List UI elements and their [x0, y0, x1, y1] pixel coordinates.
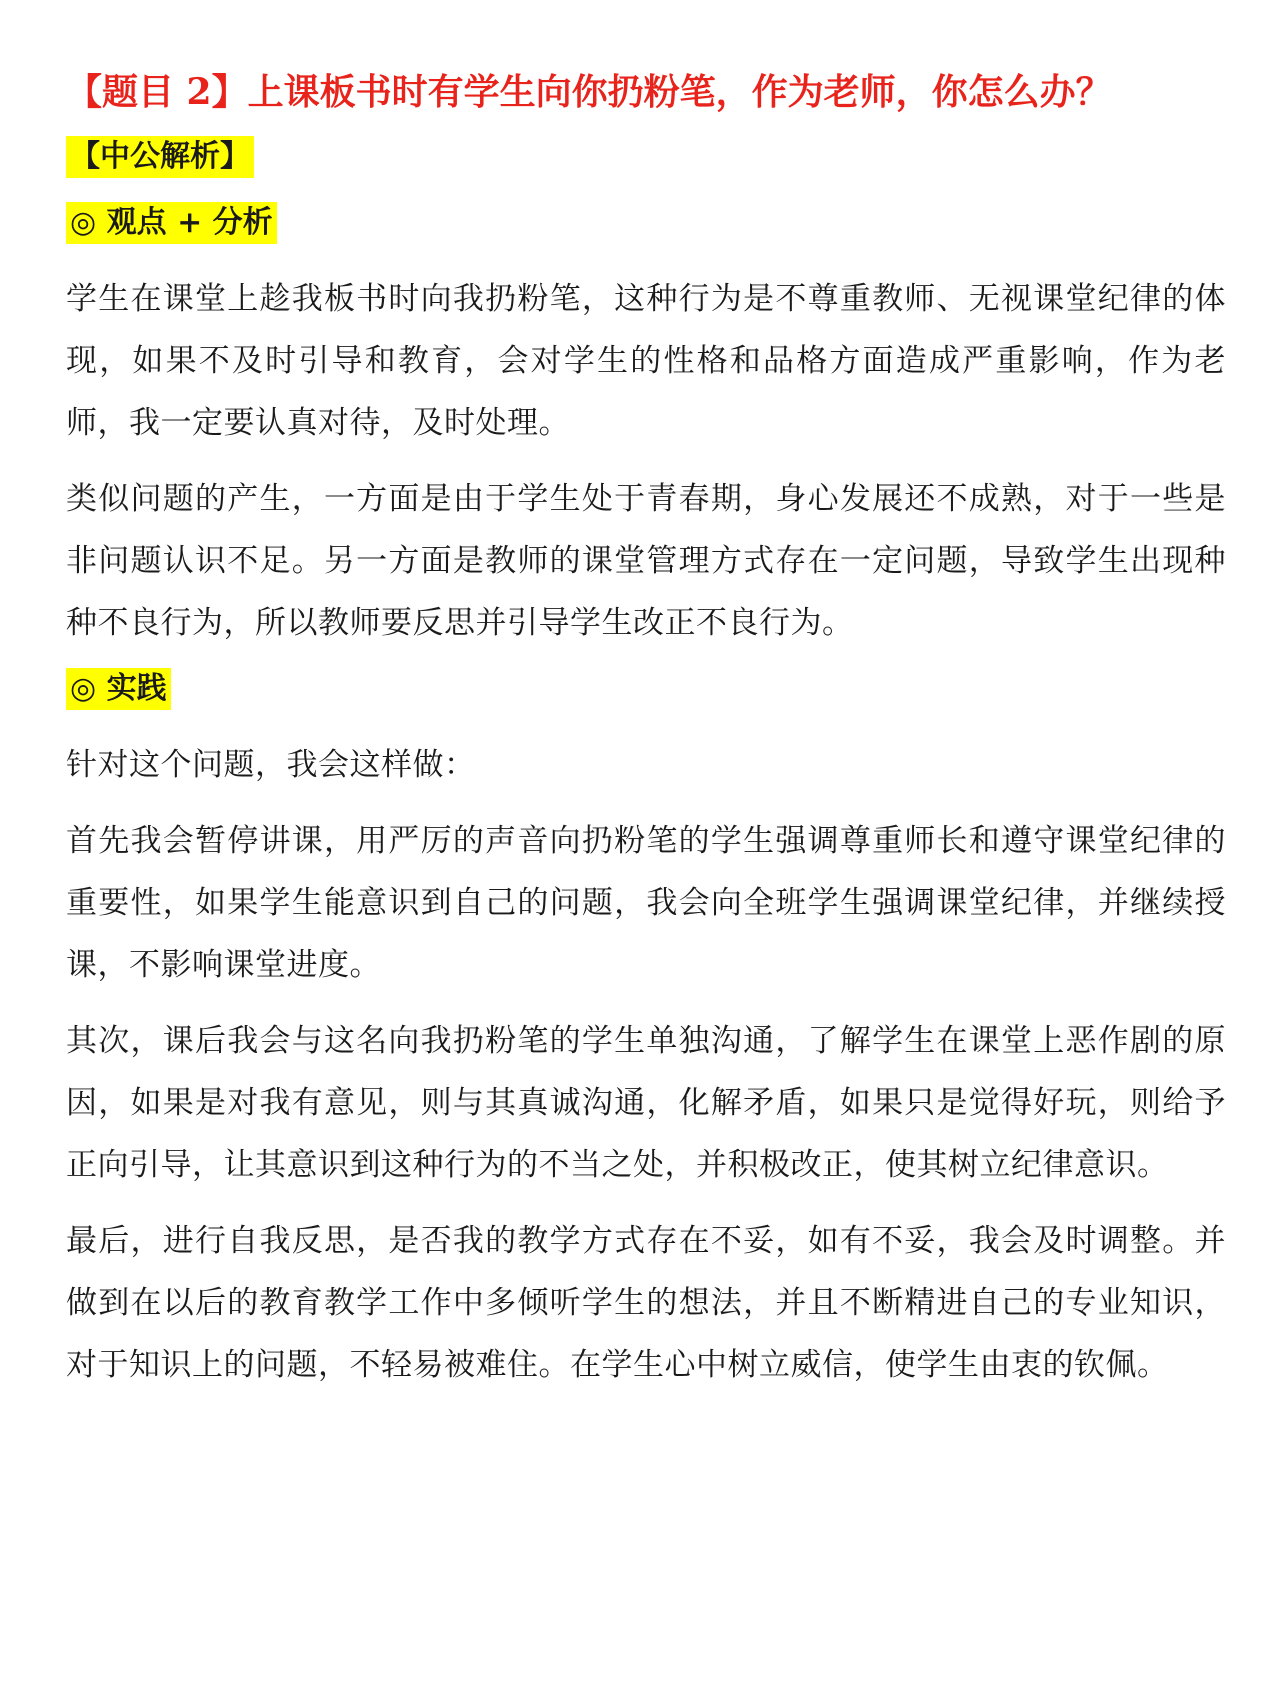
viewpoint-label-wrap	[66, 202, 1226, 244]
paragraph-first: 首先我会暂停讲课，用严厉的声音向扔粉笔的学生强调尊重师长和遵守课堂纪律的重要性，如果学生能意识到自己的问题，我会向全班学生强调课堂纪律，并继续授课，不影响课堂进度。	[66, 823, 1226, 983]
question-title: 【题目 2】上课板书时有学生向你扔粉笔，作为老师，你怎么办？	[66, 71, 1112, 113]
analysis-label: 【中公解析】	[66, 136, 254, 178]
paragraph-analysis: 类似问题的产生，一方面是由于学生处于青春期，身心发展还不成熟，对于一些是非问题认识不足。另一方面是教师的课堂管理方式存在一定问题，导致学生出现种种不良行为，所以教师要反思并引导学生改正不良行为。	[66, 481, 1226, 641]
practice-label-wrap	[66, 668, 1226, 710]
analysis-label-wrap	[66, 136, 1226, 178]
paragraph-last: 最后，进行自我反思，是否我的教学方式存在不妥，如有不妥，我会及时调整。并做到在以后的教育教学工作中多倾听学生的想法，并且不断精进自己的专业知识，对于知识上的问题，不轻易被难住。在学生心中树立威信，使学生由衷的钦佩。	[66, 1223, 1226, 1383]
paragraph-intro: 针对这个问题，我会这样做：	[66, 747, 476, 783]
practice-label: ◎ 实践	[66, 668, 171, 710]
viewpoint-label: ◎ 观点 + 分析	[66, 202, 277, 244]
paragraph-viewpoint: 学生在课堂上趁我板书时向我扔粉笔，这种行为是不尊重教师、无视课堂纪律的体现，如果不及时引导和教育，会对学生的性格和品格方面造成严重影响，作为老师，我一定要认真对待，及时处理。	[66, 281, 1226, 441]
document-page	[66, 68, 1226, 1410]
paragraph-second: 其次，课后我会与这名向我扔粉笔的学生单独沟通，了解学生在课堂上恶作剧的原因，如果是对我有意见，则与其真诚沟通，化解矛盾，如果只是觉得好玩，则给予正向引导，让其意识到这种行为的不当之处，并积极改正，使其树立纪律意识。	[66, 1023, 1226, 1183]
